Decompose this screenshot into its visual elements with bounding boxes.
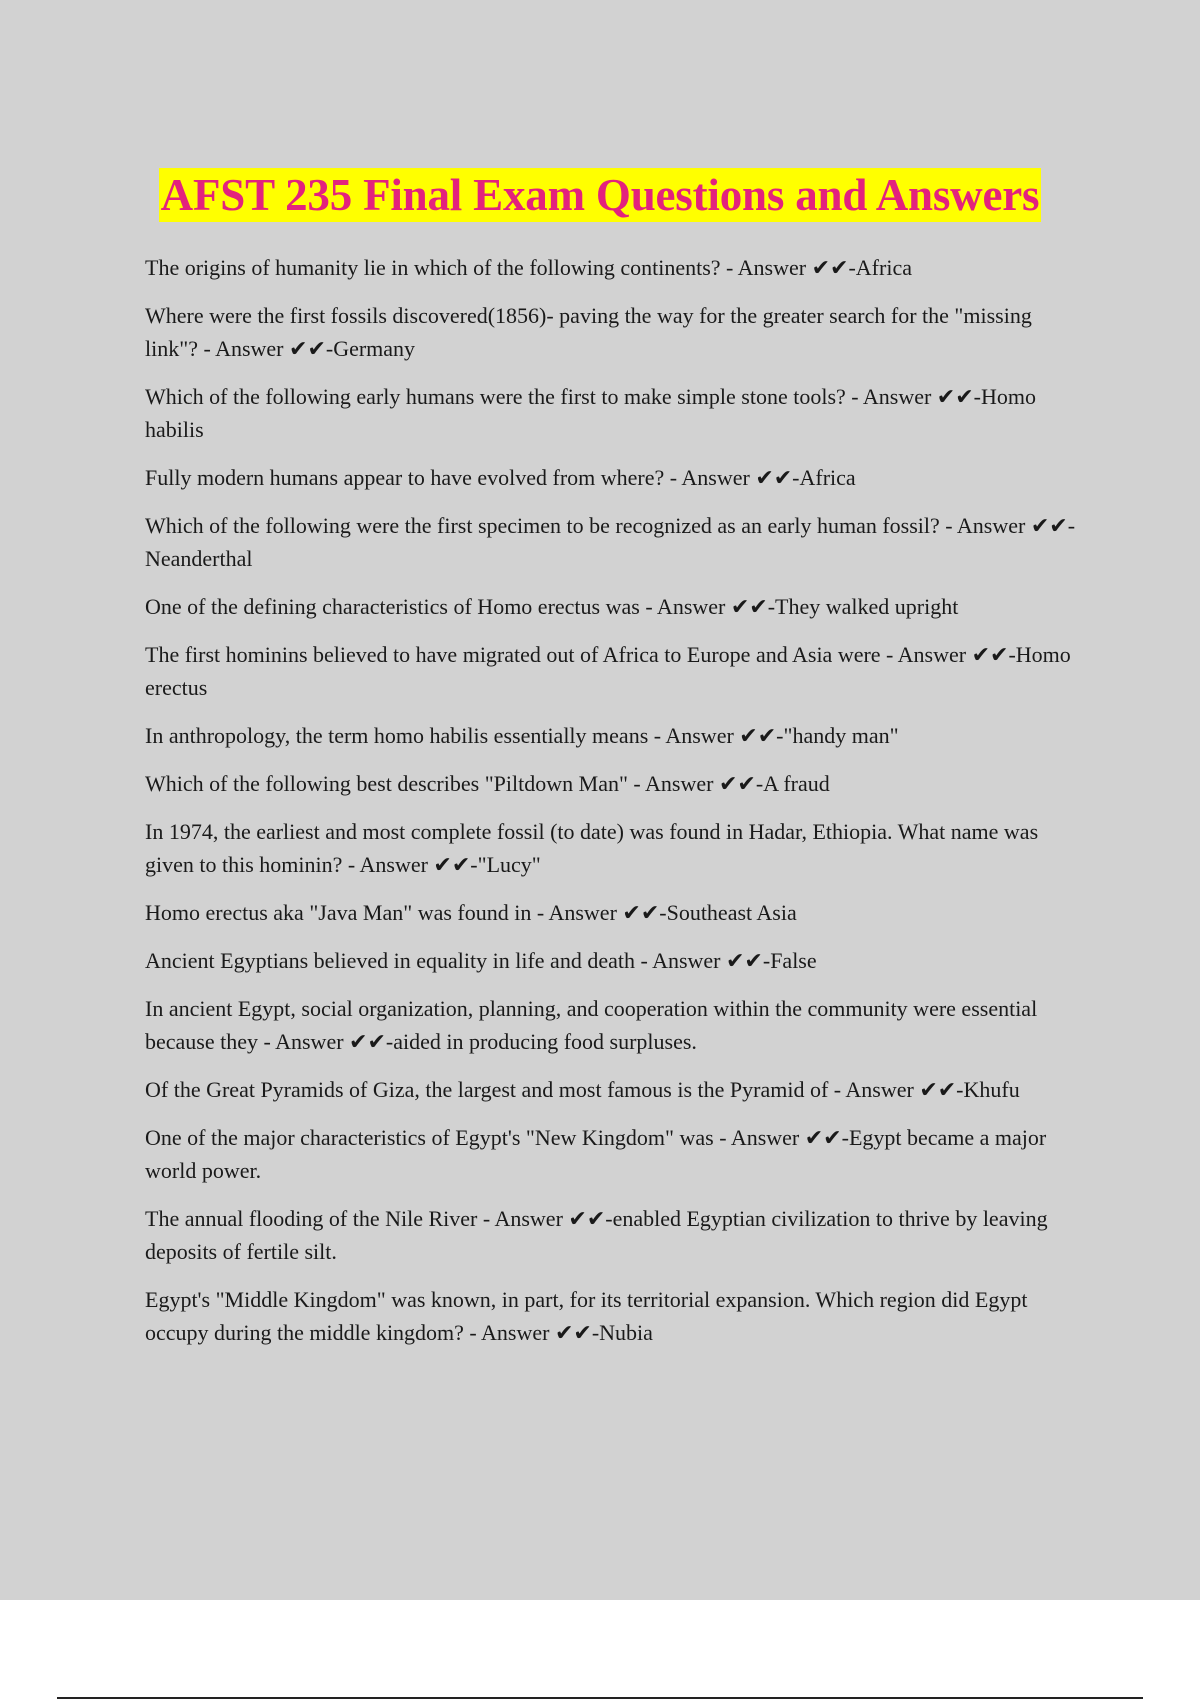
qa-item: In 1974, the earliest and most complete fossil (to date) was found in Hadar, Ethiopia. What name was given to this hominin? - Answer ✔✔-"Lucy" <box>145 819 1039 877</box>
qa-item: The origins of humanity lie in which of the following continents? - Answer ✔✔-Africa <box>145 255 912 280</box>
footer-divider <box>57 1697 1143 1699</box>
document-title: AFST 235 Final Exam Questions and Answers <box>160 170 1040 220</box>
qa-item: In anthropology, the term homo habilis essentially means - Answer ✔✔-"handy man" <box>145 723 899 748</box>
qa-item: The annual flooding of the Nile River - Answer ✔✔-enabled Egyptian civilization to thrive by leaving deposits of fertile silt. <box>145 1206 1048 1264</box>
qa-item: The first hominins believed to have migrated out of Africa to Europe and Asia were - Answer ✔✔-Homo erectus <box>145 642 1071 700</box>
qa-item: One of the major characteristics of Egypt's "New Kingdom" was - Answer ✔✔-Egypt became a major world power. <box>145 1125 1047 1183</box>
qa-item: Homo erectus aka "Java Man" was found in - Answer ✔✔-Southeast Asia <box>145 900 797 925</box>
qa-item: Which of the following were the first specimen to be recognized as an early human fossil? - Answer ✔✔-Neanderthal <box>145 513 1076 571</box>
title-container <box>0 168 1200 222</box>
qa-item: Which of the following best describes "Piltdown Man" - Answer ✔✔-A fraud <box>145 771 830 796</box>
qa-item: Which of the following early humans were the first to make simple stone tools? - Answer ✔✔-Homo habilis <box>145 384 1036 442</box>
qa-item: Egypt's "Middle Kingdom" was known, in part, for its territorial expansion. Which region did Egypt occupy during the middle kingdom? - Answer ✔✔-Nubia <box>145 1287 1028 1345</box>
qa-item: One of the defining characteristics of Homo erectus was - Answer ✔✔-They walked upright <box>145 594 959 619</box>
qa-list <box>145 251 1090 1364</box>
qa-item: In ancient Egypt, social organization, planning, and cooperation within the community were essential because they - Answer ✔✔-aided in producing food surpluses. <box>145 996 1038 1054</box>
qa-item: Fully modern humans appear to have evolved from where? - Answer ✔✔-Africa <box>145 465 856 490</box>
qa-item: Of the Great Pyramids of Giza, the largest and most famous is the Pyramid of - Answer ✔✔-Khufu <box>145 1077 1020 1102</box>
qa-item: Where were the first fossils discovered(1856)- paving the way for the greater search for the "missing link"? - Answer ✔✔-Germany <box>145 303 1032 361</box>
qa-item: Ancient Egyptians believed in equality in life and death - Answer ✔✔-False <box>145 948 817 973</box>
